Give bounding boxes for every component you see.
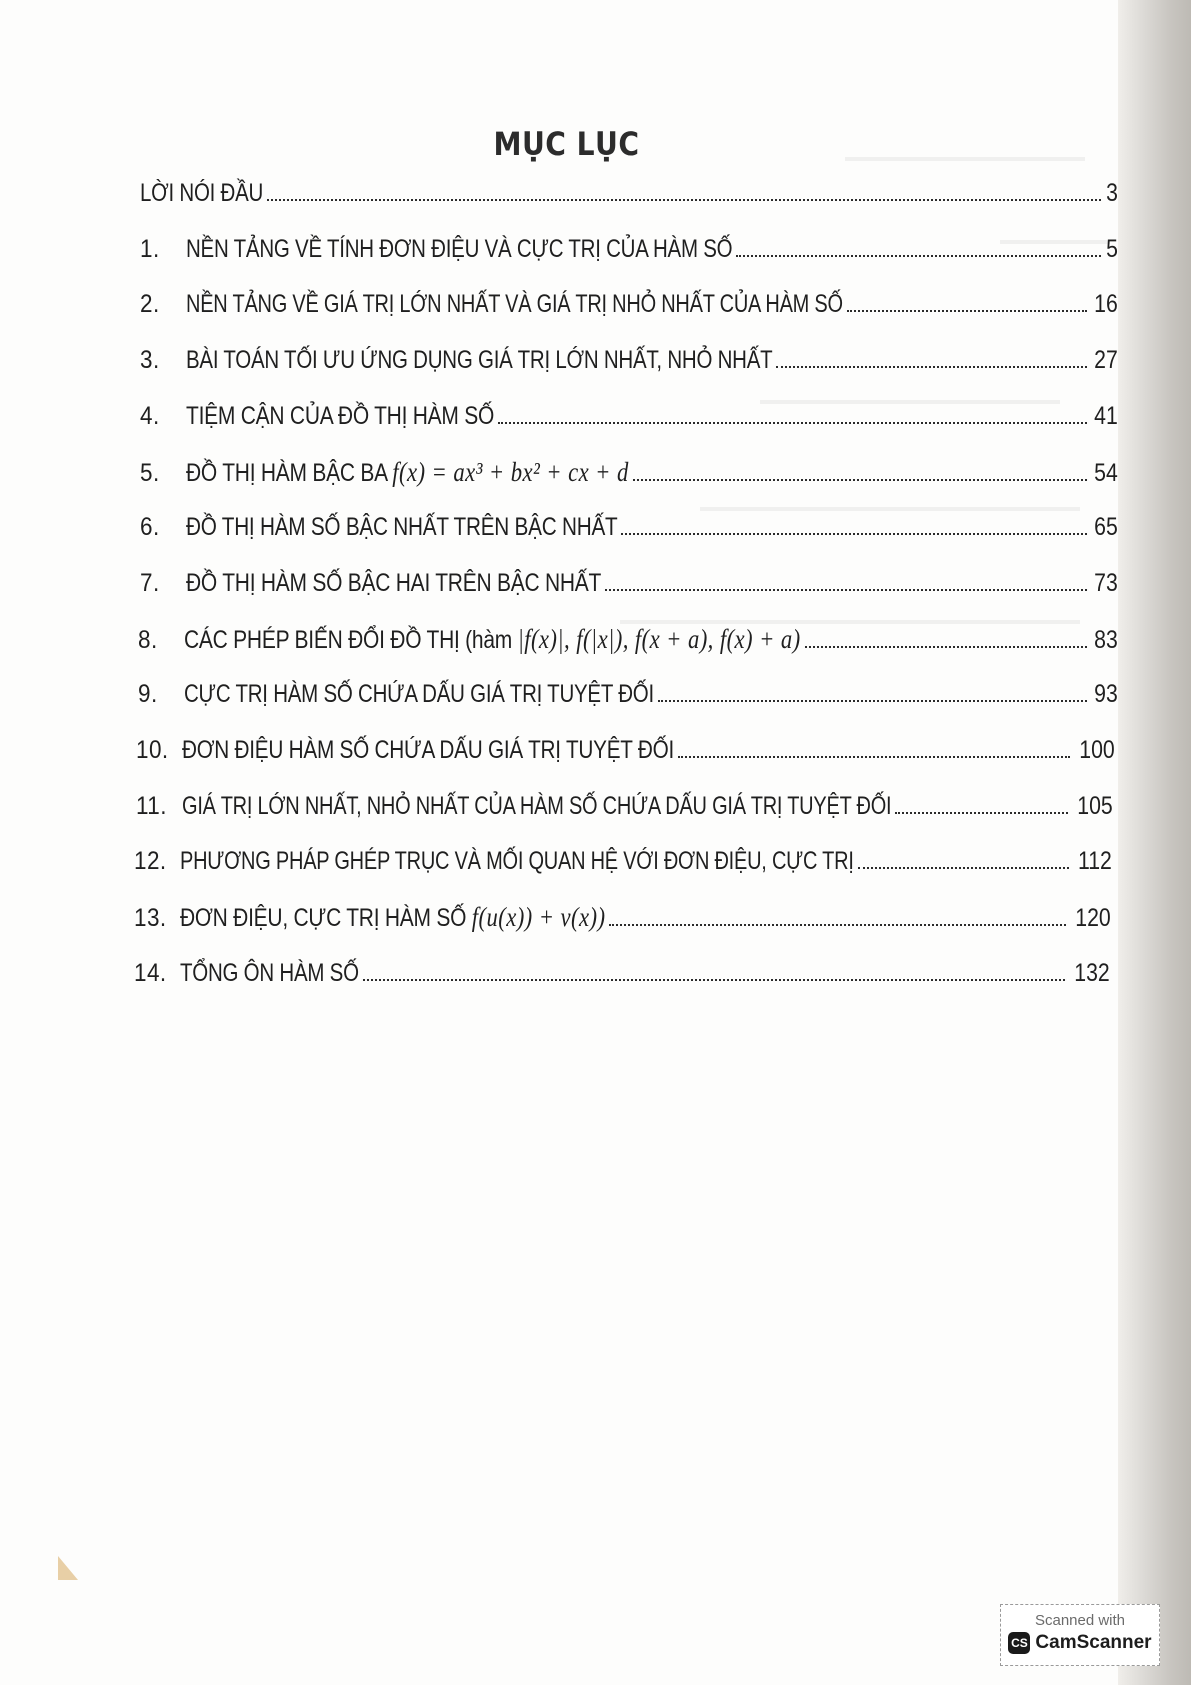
toc-leader-dots xyxy=(498,421,1087,424)
toc-entry xyxy=(140,289,1118,319)
toc-entry-title-text: PHƯƠNG PHÁP GHÉP TRỤC VÀ MỐI QUAN HỆ VỚI ĐƠN ĐIỆU, CỰC TRỊ xyxy=(180,847,854,876)
toc-entry-title-text: ĐƠN ĐIỆU HÀM SỐ CHỨA DẤU GIÁ TRỊ TUYỆT ĐỐI xyxy=(182,736,675,764)
toc-entry-title xyxy=(182,735,674,765)
toc-entry xyxy=(140,178,1118,208)
toc-entry-title-text: NỀN TẢNG VỀ GIÁ TRỊ LỚN NHẤT VÀ GIÁ TRỊ NHỎ NHẤT CỦA HÀM SỐ xyxy=(186,290,843,319)
toc-entry-title xyxy=(186,289,843,319)
toc-entry-page: 5 xyxy=(1106,234,1118,263)
toc-entry-number: 9. xyxy=(138,680,158,709)
toc-entry xyxy=(136,791,1113,821)
page-title: MỤC LỤC xyxy=(493,125,640,164)
toc-entry-page: 83 xyxy=(1094,625,1118,654)
toc-entry-title xyxy=(186,457,629,488)
toc-entry-page: 16 xyxy=(1094,290,1118,319)
camscanner-logo-icon: CS xyxy=(1008,1632,1030,1654)
toc-entry-number: 10. xyxy=(136,736,169,764)
toc-entry-page: 120 xyxy=(1075,904,1111,933)
toc-entry-number: 13. xyxy=(134,904,167,933)
toc-entry-title xyxy=(186,401,494,431)
toc-entry-title xyxy=(180,846,854,876)
toc-entry-title xyxy=(180,902,605,933)
toc-entry-title-text: CỰC TRỊ HÀM SỐ CHỨA DẤU GIÁ TRỊ TUYỆT ĐỐI xyxy=(184,680,654,709)
toc-entry-page: 3 xyxy=(1106,179,1118,207)
toc-leader-dots xyxy=(658,699,1087,702)
toc-leader-dots xyxy=(633,478,1087,481)
toc-leader-dots xyxy=(847,309,1087,312)
toc-leader-dots xyxy=(776,365,1087,368)
toc-entry xyxy=(134,902,1111,933)
toc-entry-number: 8. xyxy=(138,625,158,654)
toc-leader-dots xyxy=(605,588,1087,591)
toc-entry-formula: f(u(x)) + v(x)) xyxy=(471,902,606,933)
toc-entry-title-text: NỀN TẢNG VỀ TÍNH ĐƠN ĐIỆU VÀ CỰC TRỊ CỦA HÀM SỐ xyxy=(186,234,733,263)
toc-leader-dots xyxy=(895,811,1068,814)
toc-entry-page: 112 xyxy=(1078,847,1112,876)
toc-leader-dots xyxy=(609,923,1066,926)
toc-entry-number: 3. xyxy=(140,346,160,375)
toc-entry xyxy=(140,401,1118,431)
toc-entry-title-text: ĐƠN ĐIỆU, CỰC TRỊ HÀM SỐ xyxy=(180,904,467,933)
toc-leader-dots xyxy=(267,198,1101,201)
toc-entry-number: 12. xyxy=(134,847,167,876)
toc-entry-page: 27 xyxy=(1094,346,1118,375)
toc-entry-number: 1. xyxy=(140,234,160,263)
toc-entry-title xyxy=(182,791,891,821)
toc-entry-formula: f(x) = ax³ + bx² + cx + d xyxy=(392,456,629,487)
toc-entry-title xyxy=(186,568,601,598)
toc-entry-page: 100 xyxy=(1079,736,1115,764)
toc-entry-page: 65 xyxy=(1094,513,1118,542)
toc-entry-title-text: LỜI NÓI ĐẦU xyxy=(140,179,264,207)
toc-entry-page: 132 xyxy=(1074,958,1110,987)
toc-leader-dots xyxy=(678,755,1070,758)
toc-entry-title xyxy=(140,178,263,208)
toc-entry xyxy=(138,679,1118,709)
toc-entry-page: 41 xyxy=(1094,401,1118,430)
toc-entry xyxy=(140,457,1118,488)
watermark-caption: Scanned with xyxy=(1034,1612,1126,1629)
toc-entry xyxy=(140,345,1118,375)
toc-entry xyxy=(140,234,1118,264)
toc-entry-title-text: ĐỒ THỊ HÀM BẬC BA xyxy=(186,458,387,487)
toc-entry-title-text: GIÁ TRỊ LỚN NHẤT, NHỎ NHẤT CỦA HÀM SỐ CHỨA DẤU GIÁ TRỊ TUYỆT ĐỐI xyxy=(182,791,892,820)
toc-entry xyxy=(140,568,1118,598)
toc-entry-title xyxy=(186,234,732,264)
toc-entry-page: 105 xyxy=(1077,791,1113,820)
toc-entry xyxy=(140,512,1118,542)
toc-entry-number: 6. xyxy=(140,513,160,542)
toc-entry-number: 5. xyxy=(140,458,160,487)
toc-entry-title-text: ĐỒ THỊ HÀM SỐ BẬC NHẤT TRÊN BẬC NHẤT xyxy=(186,513,618,542)
toc-entry-formula: |f(x)|, f(|x|), f(x + a), f(x) + a) xyxy=(517,623,801,654)
toc-leader-dots xyxy=(805,645,1088,648)
toc-entry-title xyxy=(186,345,772,375)
toc-entry-title xyxy=(184,679,654,709)
toc-entry-title xyxy=(184,624,801,655)
camscanner-watermark xyxy=(1000,1604,1160,1666)
toc-entry-number: 11. xyxy=(136,791,167,820)
toc-leader-dots xyxy=(858,866,1069,869)
toc-entry-page: 93 xyxy=(1094,680,1118,709)
toc-entry-title-text: TỔNG ÔN HÀM SỐ xyxy=(180,958,359,987)
toc-entry-title xyxy=(186,512,617,542)
toc-entry-page: 54 xyxy=(1094,458,1118,487)
toc-entry-number: 4. xyxy=(140,401,160,430)
toc-entry-number: 14. xyxy=(134,958,167,987)
toc-entry-title-text: ĐỒ THỊ HÀM SỐ BẬC HAI TRÊN BẬC NHẤT xyxy=(186,568,602,597)
toc-entry-number: 7. xyxy=(140,568,160,597)
toc-entry-title xyxy=(180,958,359,988)
toc-entry xyxy=(134,846,1112,876)
watermark-brand-name: CamScanner xyxy=(1035,1632,1152,1653)
toc-entry-title-text: CÁC PHÉP BIẾN ĐỔI ĐỒ THỊ (hàm xyxy=(184,625,512,654)
toc-leader-dots xyxy=(621,532,1087,535)
toc-entry-title-text: BÀI TOÁN TỐI ƯU ỨNG DỤNG GIÁ TRỊ LỚN NHẤT, NHỎ NHẤT xyxy=(186,346,773,375)
toc-entry xyxy=(134,958,1110,988)
watermark-brand xyxy=(1001,1632,1159,1654)
toc-leader-dots xyxy=(736,254,1101,257)
toc-entry xyxy=(136,735,1115,765)
toc-entry-number: 2. xyxy=(140,290,160,319)
toc-leader-dots xyxy=(363,978,1065,981)
toc-entry-page: 73 xyxy=(1094,568,1118,597)
toc-entry xyxy=(138,624,1118,655)
toc-entry-title-text: TIỆM CẬN CỦA ĐỒ THỊ HÀM SỐ xyxy=(186,401,495,430)
corner-mark xyxy=(58,1556,78,1580)
